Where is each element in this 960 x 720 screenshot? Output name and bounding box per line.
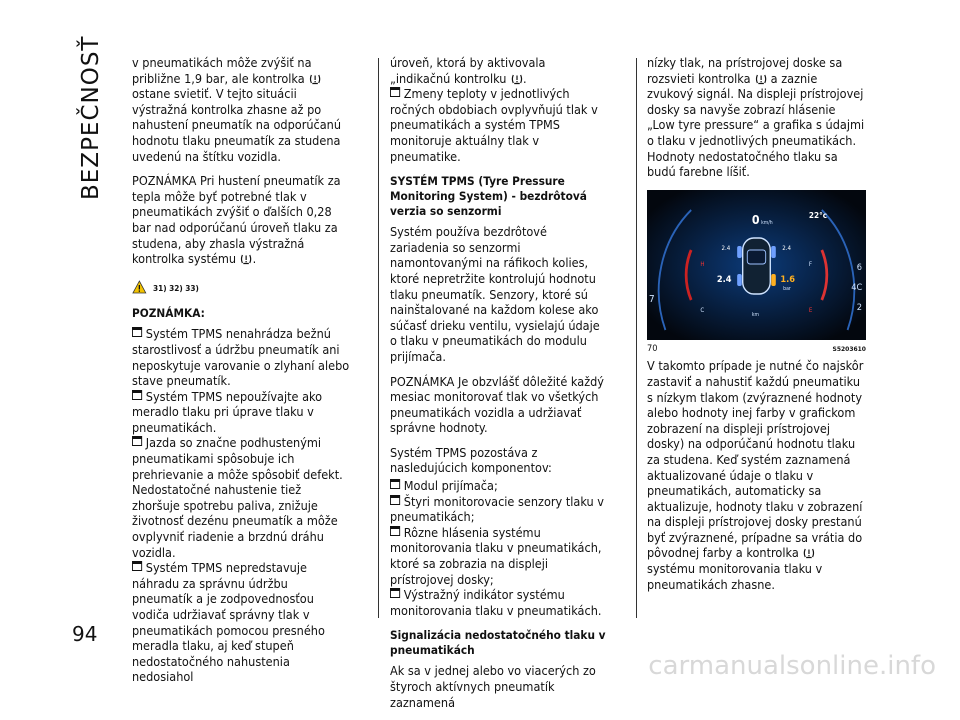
list-item: Jazda so značne podhustenými pneumatikami spôsobuje ich prehrievanie a môže spôsobiť defekt. Nedostatočné nahustenie tiež zhoršuje spotrebu paliva, znižuje životnosť dezénu pneumatík a môže ovplyvniť riadenie a brzdnú dráhu vozidla. [132, 436, 343, 560]
watermark: carmanualsonline.info [648, 651, 936, 681]
figure-code: S5203610 [832, 344, 866, 353]
column-divider [636, 58, 637, 618]
column-2 [390, 56, 609, 720]
heading: Signalizácia nedostatočného tlaku v pneumatikách [390, 628, 606, 658]
gauge-full-label: F [808, 261, 813, 268]
bullet-icon [132, 561, 142, 571]
paragraph: v pneumatikách môže zvýšiť na približne 1,9 bar, ale kontrolka ostane svietiť. V tejto situácii výstražná kontrolka zhasne až po nahustení pneumatík na odporúčanú hodnotu tlaku pneumatík za studena uvedenú na štítku vozidla. [132, 56, 342, 164]
paragraph: POZNÁMKA Je obzvlášť dôležité každý mesiac monitorovať tlak vo všetkých pneumatikách vozidla a udržiavať správne hodnoty. [390, 374, 605, 436]
bullet-icon [390, 479, 400, 489]
tyre-pressure-fr: 2.4 [782, 245, 792, 252]
page-number: 94 [72, 622, 98, 646]
heading: POZNÁMKA: [132, 306, 205, 321]
column-1 [132, 56, 351, 686]
paragraph: POZNÁMKA Pri hustení pneumatík za tepla môže byť potrebné tlak v pneumatikách zvýšiť o ďalších 0,28 bar nad odporúčanú úroveň tlaku za studena, aby zhasla výstražná kontrolka systému . [132, 174, 341, 267]
heading: SYSTÉM TPMS (Tyre Pressure Monitoring System) - bezdrôtová verzia so senzormi [390, 174, 587, 219]
paragraph: Ak sa v jednej alebo vo viacerých zo štyroch aktívnych pneumatík zaznamená [390, 664, 596, 710]
bullet-icon [390, 526, 400, 536]
warning-triangle-icon [132, 280, 147, 294]
bullet-icon [390, 588, 400, 598]
odometer-unit: km [751, 312, 760, 318]
pressure-unit: bar [783, 286, 791, 292]
list-item: Výstražný indikátor systému monitorovania tlaku v pneumatikách. [390, 588, 602, 618]
bullet-icon [132, 436, 142, 446]
tpms-display-illustration [647, 190, 866, 340]
bullet-icon [390, 495, 400, 505]
gauge-edge-label: 7 [648, 293, 655, 305]
paragraph: nízky tlak, na prístrojovej doske sa rozsvieti kontrolka a zaznie zvukový signál. Na displeji prístrojovej dosky sa navyše zobrazí hlásenie „Low tyre pressure“ a grafika s údajmi o tlaku v jednotlivých pneumatikách. Hodnoty nedostatočného tlaku sa budú farebne líšiť. [647, 56, 865, 180]
gauge-edge-label: 6 [856, 262, 863, 273]
gauge-hot-label: H [700, 261, 705, 268]
bullet-icon [132, 390, 142, 400]
tyre-pressure-icon [309, 73, 320, 85]
list-item: Rôzne hlásenia systému monitorovania tlaku v pneumatikách, ktoré sa zobrazia na displeji prístrojovej dosky; [390, 525, 602, 587]
tyre-pressure-icon [755, 73, 766, 85]
bullet-icon [132, 327, 142, 337]
column-3 [647, 56, 866, 602]
tyre-pressure-icon [803, 547, 814, 559]
section-title: BEZPEČNOSŤ [78, 35, 104, 200]
gauge-edge-label: 4C [851, 282, 863, 293]
list-item: Štyri monitorovacie senzory tlaku v pneumatikách; [390, 494, 605, 525]
list-item: Systém TPMS nepoužívajte ako meradlo tlaku pri úprave tlaku v pneumatikách. [132, 389, 323, 435]
list-item: Systém TPMS nepredstavuje náhradu za správnu údržbu pneumatík a je zodpovednosťou vodiča udržiavať správny tlak v pneumatikách pomocou presného meradla tlaku, aj keď stupeň nedostatočného nahustenia nedosiahol [132, 561, 325, 685]
list-item: Zmeny teploty v jednotlivých ročných obdobiach ovplyvňujú tlak v pneumatikách a systém TPMS monitoruje aktuálny tlak v pneumatike. [390, 87, 598, 164]
temperature: 22°c [808, 210, 828, 220]
list-item: Systém TPMS nenahrádza bežnú starostlivosť a údržbu pneumatík ani neposkytuje varovanie o zlyhaní alebo stave pneumatík. [132, 327, 350, 389]
instrument-cluster-image [647, 190, 866, 340]
speed-value: 0 [751, 212, 760, 227]
tyre-pressure-icon [511, 73, 522, 85]
gauge-edge-label: 2 [856, 302, 863, 313]
column-divider [378, 58, 379, 618]
tyre-pressure-rl: 2.4 [716, 274, 732, 285]
paragraph: úroveň, ktorá by aktivovala „indikačnú kontrolku . [390, 56, 546, 86]
gauge-cold-label: C [700, 307, 705, 314]
paragraph: Systém TPMS pozostáva z nasledujúcich komponentov: [390, 445, 552, 476]
tyre-pressure-icon [241, 253, 252, 265]
list-item: Modul prijímača; [390, 479, 609, 495]
warning-references: 31) 32) 33) [132, 280, 351, 297]
paragraph: Systém používa bezdrôtové zariadenia so senzormi namontovanými na ráfikoch kolies, ktoré nepretržite kontrolujú hodnotu tlaku pneumatík. Senzory, ktoré sú nainštalované na každom kolese ako súčasť drieku ventilu, vysielajú údaje o tlaku v pneumatikách do modulu prijímača. [390, 225, 600, 364]
gauge-empty-label: E [808, 307, 813, 314]
paragraph: V takomto prípade je nutné čo najskôr zastaviť a nahustiť každú pneumatiku s nízkym tlakom (zvýraznené hodnoty alebo hodnoty inej farby v grafickom zobrazení na displeji prístrojovej dosky) na odporúčanú hodnotu tlaku za studena. Keď systém zaznamená aktualizované údaje o tlaku v pneumatikách, automaticky sa aktualizuje, hodnoty tlaku v zobrazení na displeji prístrojovej dosky prestanú byť zvýraznené, prípadne sa vrátia do pôvodnej farby a kontrolka systému monitorovania tlaku v pneumatikách zhasne. [647, 359, 864, 592]
tyre-pressure-fl: 2.4 [721, 245, 731, 252]
figure-caption [647, 342, 866, 358]
car-icon [743, 238, 771, 294]
tyre-pressure-rr: 1.6 [780, 274, 796, 285]
bullet-icon [390, 87, 400, 97]
speed-unit: km/h [761, 220, 773, 226]
figure-number: 70 [647, 343, 658, 354]
